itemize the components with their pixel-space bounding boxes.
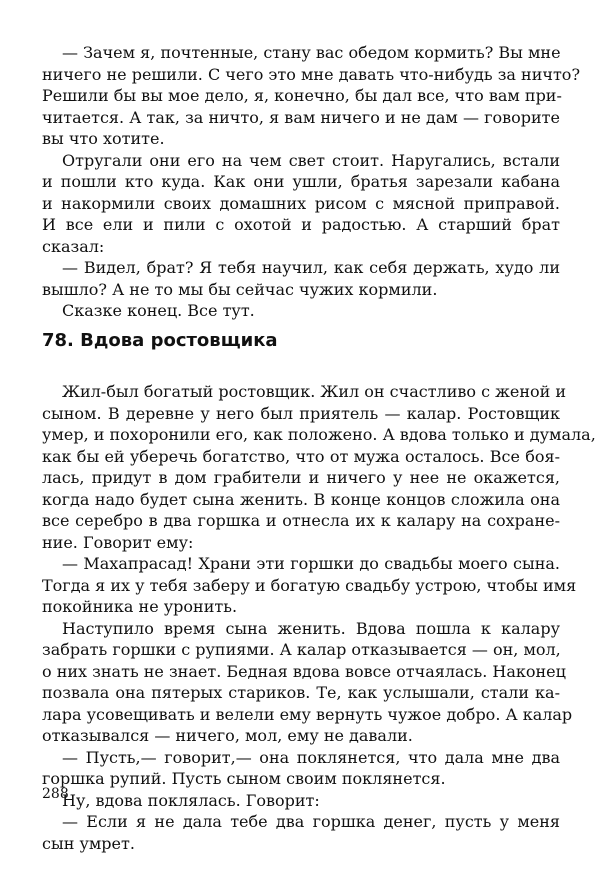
text-line: вышло? А не то мы бы сейчас чужих кормили.	[42, 279, 438, 299]
text-line: позвала она пятерых стариков. Те, как услышали, стали ка-	[42, 683, 560, 702]
text-line: забрать горшки с рупиями. А калар отказывается — он, мол,	[42, 640, 561, 659]
text-line: и накормили своих домашних рисом с мясной приправой.	[42, 193, 560, 213]
text-line: — Зачем я, почтенные, стану вас обедом кормить? Вы мне	[62, 43, 561, 62]
text-line: Ну, вдова поклялась. Говорит:	[62, 790, 320, 810]
text-line: Решили бы вы мое дело, я, конечно, бы дал все, что вам при-	[42, 86, 562, 105]
text-line: Наступило время сына женить. Вдова пошла к калару	[62, 618, 560, 638]
top-text-block	[42, 42, 581, 322]
text-line: И все ели и пили с охотой и радостью. А старший брат	[42, 215, 560, 234]
text-line: как бы ей уберечь богатство, что от мужа осталось. Все боя-	[42, 446, 560, 466]
text-line: — Махапрасад! Храни эти горшки до свадьбы моего сына.	[62, 554, 560, 573]
body-text-block	[42, 381, 596, 854]
text-line: — Если я не дала тебе два горшка денег, пусть у меня	[62, 812, 560, 831]
text-line: покойника не уронить.	[42, 597, 238, 616]
text-line: лась, придут в дом грабители и ничего у нее не окажется,	[42, 468, 560, 487]
text-line: читается. А так, за ничто, я вам ничего и не дам — говорите	[42, 107, 560, 127]
text-line: Отругали они его на чем свет стоит. Наругались, встали	[62, 150, 560, 170]
text-line: и пошли кто куда. Как они ушли, братья зарезали кабана	[42, 172, 560, 191]
text-line: когда надо будет сына женить. В конце концов сложила она	[42, 489, 560, 509]
page-number: 288	[42, 786, 69, 802]
text-line: умер, и похоронили его, как положено. А вдова только и думала,	[42, 425, 596, 444]
text-line: лара усовещивать и велели ему вернуть чужое добро. А калар	[42, 704, 573, 724]
text-line: сын умрет.	[42, 833, 135, 853]
text-line: Сказке конец. Все тут.	[62, 301, 255, 320]
text-line: Жил-был богатый ростовщик. Жил он счастливо с женой и	[62, 382, 567, 401]
text-line: о них знать не знает. Бедная вдова вовсе отчаялась. Наконец	[42, 661, 566, 681]
text-line: горшка рупий. Пусть сыном своим поклянется.	[42, 769, 446, 788]
section-title: 78. Вдова ростовщика	[42, 330, 278, 351]
text-line: все серебро в два горшка и отнесла их к калару на сохране-	[42, 511, 560, 530]
text-line: сказал:	[42, 236, 105, 256]
text-line: вы что хотите.	[42, 129, 165, 148]
text-line: сыном. В деревне у него был приятель — калар. Ростовщик	[42, 403, 560, 423]
text-line: — Пусть,— говорит,— она поклянется, что дала мне два	[62, 747, 560, 767]
text-line: Тогда я их у тебя заберу и богатую свадьбу устрою, чтобы имя	[42, 575, 577, 595]
text-line: ние. Говорит ему:	[42, 532, 194, 552]
text-line: ничего не решили. С чего это мне давать что-нибудь за ничто?	[42, 64, 581, 84]
text-line: отказывался — ничего, мол, ему не давали.	[42, 726, 413, 745]
text-line: — Видел, брат? Я тебя научил, как себя держать, худо ли	[62, 258, 560, 277]
